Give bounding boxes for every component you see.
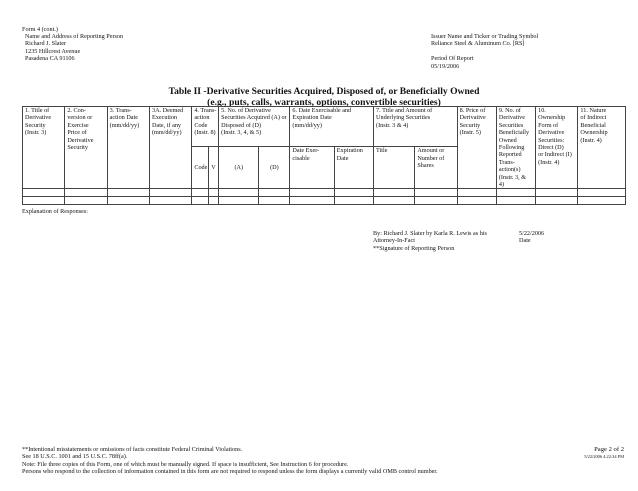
col-transaction-date [107, 107, 149, 189]
column-header-text: (Instr. 8) [194, 129, 216, 137]
period-heading: Period Of Report [431, 55, 474, 63]
subheader-text: Date Exer- [292, 147, 320, 155]
subheader-code: Code [192, 147, 209, 189]
reporting-person-line: Richard J. Slater [25, 40, 67, 48]
explanation-label: Explanation of Responses: [22, 208, 88, 215]
column-header-text: Expiration Date [292, 114, 332, 122]
table-cell [149, 189, 191, 197]
table-cell [536, 197, 578, 205]
col-price-of-derivative [457, 107, 496, 189]
reporting-person-heading: Name and Address of Reporting Person [25, 33, 124, 40]
column-header-text: 5. No. of Derivative [221, 107, 271, 114]
table-row [23, 197, 626, 205]
table-row [23, 189, 626, 197]
table-cell [219, 197, 259, 205]
table-cell [259, 197, 290, 205]
column-header-text: Code [194, 121, 208, 129]
subheader-expiration-date [334, 147, 373, 189]
column-header-text: 4. Trans- [194, 107, 217, 114]
footer-line: Persons who respond to the collection of information contained in this form are not required to respond unless the form displays a currently valid OMB control number. [22, 468, 438, 476]
column-header-text: Ownership [580, 129, 608, 137]
column-header-text: (mm/dd/yy) [109, 121, 140, 129]
table-cell [374, 197, 415, 205]
column-header-text: (Instr. 5) [459, 129, 481, 137]
column-header-text: (Instr. 4) [580, 136, 602, 144]
table-cell [536, 189, 578, 197]
table-cell [192, 189, 209, 197]
column-header-text: Derivative [459, 114, 486, 122]
table-cell [23, 189, 65, 197]
signature-date-block [519, 230, 544, 245]
column-header-text: Owned [498, 136, 517, 144]
column-header-text: Direct (D) [538, 144, 564, 152]
column-header-text: Form of [538, 121, 559, 129]
col-deemed-execution-date [149, 107, 191, 189]
column-header-text: Securities Acquired (A) or [221, 114, 287, 122]
column-header-text: 8. Price of [459, 107, 486, 114]
column-header-text: (Instr. 3 & 4) [376, 121, 409, 129]
table-cell [457, 197, 496, 205]
table-cell [334, 197, 373, 205]
column-header-text: (Instr. 3) [25, 129, 47, 137]
footer-line: Note: File three copies of this Form, one of which must be manually signed. If space is insufficient, See Instruction 6 for procedure. [22, 460, 349, 468]
table-title-subline: (e.g., puts, calls, warrants, options, convertible securities) [207, 97, 441, 108]
table-cell [208, 189, 218, 197]
subheader-title: Title [374, 147, 415, 189]
column-header-text: Beneficial [580, 121, 606, 129]
column-header-text: Derivative [67, 136, 94, 144]
column-header-text: 10. [538, 107, 546, 114]
col-number-of-derivative-securities [219, 107, 290, 147]
table-cell [107, 189, 149, 197]
column-header-text: Ownership [538, 114, 566, 122]
col-transaction-code [192, 107, 219, 147]
column-header-text: action Date [109, 114, 139, 122]
subheader-text: Amount or [417, 147, 445, 155]
period-value: 05/19/2006 [431, 62, 460, 70]
reporting-person-line: 1235 Hillcrest Avenue [25, 47, 81, 55]
column-header-text: Security [67, 144, 88, 152]
table-cell [259, 189, 290, 197]
table-cell [578, 197, 626, 205]
column-header-text: 3A. Deemed [151, 107, 184, 114]
footer-timestamp: 5/22/2006 4:22:34 PM [584, 454, 624, 459]
col-ownership-form [536, 107, 578, 189]
column-header-text: Derivative [538, 129, 565, 137]
table-cell [149, 197, 191, 205]
subheader-text: Date [336, 154, 349, 162]
column-header-text: Exercise [67, 121, 89, 129]
footer-line: See 18 U.S.C. 1001 and 15 U.S.C. 78ff(a). [22, 453, 128, 461]
table-cell [23, 197, 65, 205]
footer-line: **Intentional misstatements or omissions of facts constitute Federal Criminal Violations. [22, 446, 243, 453]
column-header-text: (mm/dd/yy) [151, 129, 182, 137]
form-label: Form 4 (cont.) [22, 26, 58, 33]
footer-notes [22, 446, 438, 476]
column-header-text: (mm/dd/yy) [292, 121, 322, 129]
subheader-acquired: (A) [219, 147, 259, 189]
signature-by-line: By: Richard J. Slater by Karla R. Lewis as his [373, 230, 487, 237]
issuer-name: Reliance Steel & Aluminum Co. [RS] [431, 40, 525, 48]
table-cell [578, 189, 626, 197]
column-header-text: or Indirect (I) [538, 151, 572, 159]
column-header-text: version or [67, 114, 93, 122]
table-cell [65, 189, 107, 197]
table-cell [65, 197, 107, 205]
subheader-date-exercisable [290, 147, 334, 189]
table-cell [374, 189, 415, 197]
column-header-text: Date, if any [151, 121, 182, 129]
table-cell [496, 189, 535, 197]
table-cell [334, 189, 373, 197]
table-cell [415, 197, 457, 205]
table-cell [496, 197, 535, 205]
signature-block [373, 230, 487, 252]
column-header-text: 3. Trans- [109, 107, 132, 114]
table-cell [219, 189, 259, 197]
col-title-of-derivative-security [23, 107, 65, 189]
issuer-block [431, 33, 538, 70]
column-header-text: Derivative [25, 114, 52, 122]
column-header-text: Trans- [498, 158, 515, 166]
col-underlying-securities [374, 107, 458, 147]
column-header-text: 7. Title and Amount of [376, 107, 433, 114]
column-header-text: Underlying Securities [376, 114, 431, 122]
page-number: Page 2 of 2 [594, 446, 624, 453]
derivative-securities-table [22, 106, 626, 205]
subheader-text: Shares [417, 162, 434, 170]
subheader-v: V [208, 147, 218, 189]
column-header-text: 9. No. of [498, 107, 521, 114]
subheader-text: cisable [292, 154, 310, 162]
issuer-heading: Issuer Name and Ticker or Trading Symbol [431, 33, 539, 40]
table-title [22, 86, 626, 108]
column-header-text: Disposed of (D) [221, 121, 262, 129]
column-header-text: Execution [151, 114, 178, 122]
column-header-text: Derivative [498, 114, 525, 122]
column-header-text: Reported [498, 151, 522, 159]
table-cell [192, 197, 209, 205]
table-cell [107, 197, 149, 205]
table-cell [208, 197, 218, 205]
signature-date-label: Date [519, 237, 531, 245]
signature-role: Attorney-In-Fact [373, 237, 415, 245]
column-header-text: (Instr. 3, 4, & 5) [221, 129, 262, 137]
subheader-text: Number of [417, 154, 445, 162]
column-header-text: (Instr. 3, & [498, 173, 527, 181]
column-header-text: action(s) [498, 166, 521, 174]
column-header-text: Security [459, 121, 481, 129]
column-header-text: Securities: [538, 136, 565, 144]
reporting-person-block [25, 33, 123, 63]
column-header-text: 2. Con- [67, 107, 86, 114]
reporting-person-line: Pasadena CA 91106 [25, 55, 75, 63]
column-header-text: of Indirect [580, 114, 607, 122]
column-header-text: Securities [498, 121, 524, 129]
column-header-text: Following [498, 144, 525, 152]
column-header-text: (Instr. 4) [538, 158, 560, 166]
col-conversion-price [65, 107, 107, 189]
signature-label: **Signature of Reporting Person [373, 244, 455, 252]
signature-date-value: 5/22/2006 [519, 230, 545, 237]
column-header-text: 6. Date Exercisable and [292, 107, 352, 114]
table-cell [415, 189, 457, 197]
column-header-text: 4) [498, 181, 505, 189]
col-nature-of-indirect-ownership [578, 107, 626, 189]
table-cell [457, 189, 496, 197]
subheader-text: Expiration [336, 147, 363, 155]
column-header-text: 11. Nature [580, 107, 607, 114]
table-cell [290, 189, 334, 197]
table-title-line: Table II -Derivative Securities Acquired, Disposed of, or Beneficially Owned [168, 86, 480, 97]
subheader-disposed: (D) [259, 147, 290, 189]
col-securities-beneficially-owned [496, 107, 535, 189]
col-date-exercisable-expiration [290, 107, 374, 147]
column-header-text: Beneficially [498, 129, 530, 137]
subheader-amount-shares [415, 147, 457, 189]
column-header-text: action [194, 114, 210, 122]
column-header-text: Price of [67, 129, 87, 137]
table-cell [290, 197, 334, 205]
column-header-text: 1. Title of [25, 107, 50, 114]
column-header-text: Security [25, 121, 46, 129]
